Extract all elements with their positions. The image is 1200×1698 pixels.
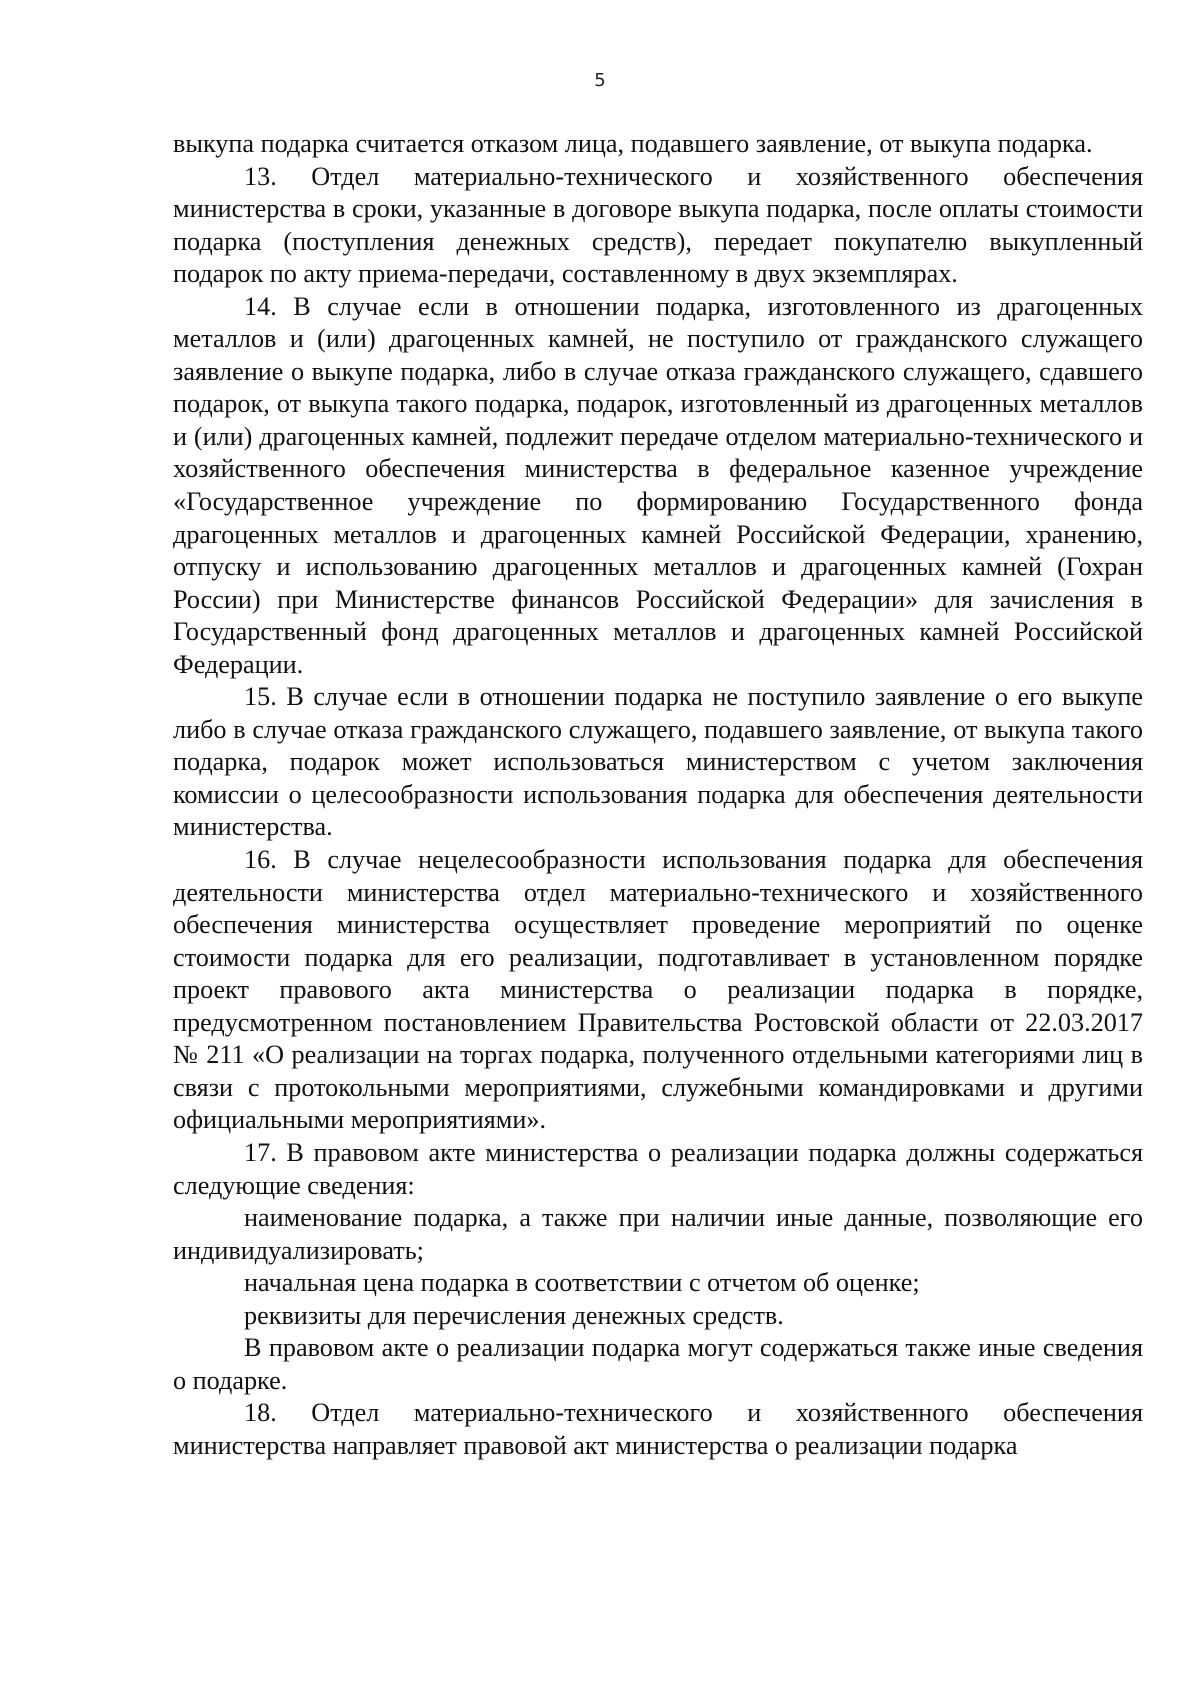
paragraph-15: 15. В случае если в отношении подарка не поступило заявление о его выкупе либо в случае отказа гражданского служащего, подавшего заявление, от выкупа такого подарка, подарок может использоваться министерством с учетом заключения комиссии о целесообразности использования подарка для обеспечения деятельности министерства. [173, 682, 1143, 842]
paragraph-continuation: выкупа подарка считается отказом лица, подавшего заявление, от выкупа подарка. [173, 129, 1093, 158]
paragraph-17-other-info: В правовом акте о реализации подарка могут содержаться также иные сведения о подарке. [173, 1333, 1143, 1395]
paragraph-17: 17. В правовом акте министерства о реализации подарка должны содержаться следующие сведения: [173, 1137, 1143, 1200]
paragraph-17-item-price: начальная цена подарка в соответствии с отчетом об оценке; [244, 1268, 920, 1298]
paragraph-14: 14. В случае если в отношении подарка, изготовленного из драгоценных металлов и (или) драгоценных камней, не поступило от гражданского служащего заявление о выкупе подарка, либо в случае отказа гражданского служащего, сдавшего подарок, от выкупа такого подарка, подарок, изготовленный из драгоценных металлов и (или) драгоценных камней, подлежит передаче отделом материально-технического и хозяйственного обеспечения министерства в федеральное казенное учреждение «Государственное учреждение по формированию Государственного фонда драгоценных металлов и драгоценных камней Российской Федерации, хранению, отпуску и использованию драгоценных металлов и драгоценных камней (Гохран России) при Министерстве финансов Российской Федерации» для зачисления в Государственный фонд драгоценных металлов и драгоценных камней Российской Федерации. [173, 291, 1143, 679]
document-body [173, 128, 1143, 1462]
paragraph-13: 13. Отдел материально-технического и хозяйственного обеспечения министерства в сроки, указанные в договоре выкупа подарка, после оплаты стоимости подарка (поступления денежных средств), передает покупателю выкупленный подарок по акту приема-передачи, составленному в двух экземплярах. [173, 161, 1143, 289]
paragraph-18: 18. Отдел материально-технического и хозяйственного обеспечения министерства направляет правовой акт министерства о реализации подарка [173, 1398, 1143, 1460]
paragraph-17-item-name: наименование подарка, а также при наличии иные данные, позволяющие его индивидуализировать; [173, 1203, 1143, 1265]
page-number: 5 [594, 70, 606, 91]
paragraph-17-item-requisites: реквизиты для перечисления денежных средств. [244, 1300, 784, 1330]
paragraph-16: 16. В случае нецелесообразности использования подарка для обеспечения деятельности министерства отдел материально-технического и хозяйственного обеспечения министерства осуществляет проведение мероприятий по оценке стоимости подарка для его реализации, подготавливает в установленном порядке проект правового акта министерства о реализации подарка в порядке, предусмотренном постановлением Правительства Ростовской области от 22.03.2017 № 211 «О реализации на торгах подарка, полученного отдельными категориями лиц в связи с протокольными мероприятиями, служебными командировками и другими официальными мероприятиями». [173, 845, 1143, 1135]
